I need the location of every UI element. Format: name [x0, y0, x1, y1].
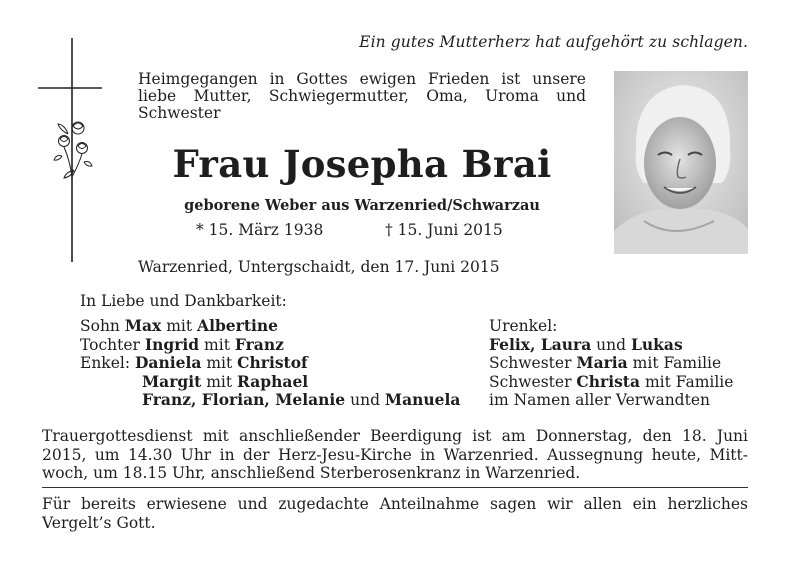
- mourner-row: Urenkel:: [489, 317, 558, 335]
- death-date: † 15. Juni 2015: [385, 221, 503, 239]
- mourner-row: Schwester Maria mit Familie: [489, 353, 722, 372]
- portrait-photo: [614, 71, 748, 254]
- mourner-row: Schwester Christa mit Familie: [489, 371, 734, 391]
- mourner-row: Margit mit Raphael: [142, 371, 309, 391]
- mourners-right: [489, 317, 759, 410]
- place-date: Warzenried, Untergschaidt, den 17. Juni 2015: [138, 258, 500, 276]
- mourner-row: Enkel: Daniela mit Christof: [80, 353, 308, 372]
- mourner-row: Felix, Laura und Lukas: [489, 334, 683, 354]
- intro-line-2: liebe Mutter, Schwiegermutter, Oma, Uroma und: [138, 87, 586, 105]
- mourner-row: Sohn Max mit Albertine: [80, 316, 279, 335]
- closing-line-2: Vergelt’s Gott.: [42, 513, 156, 532]
- born-as: geborene Weber aus Warzenried/Schwarzau: [184, 197, 540, 214]
- mourner-row: im Namen aller Verwandten: [489, 391, 710, 409]
- birth-date: * 15. März 1938: [196, 221, 324, 239]
- mourner-row: Tochter Ingrid mit Franz: [80, 334, 284, 354]
- thanks-heading: In Liebe und Dankbarkeit:: [80, 292, 287, 310]
- service-line-1: Trauergottesdienst mit anschließender Beerdigung ist am Donnerstag, den 18. Juni: [42, 427, 748, 445]
- closing-text: [42, 495, 748, 532]
- closing-line-1: Für bereits erwiesene und zugedachte Anteilnahme sagen wir allen ein herzliches: [42, 495, 748, 513]
- mourners-left: [80, 317, 480, 410]
- intro-text: [138, 71, 586, 122]
- service-info: [42, 427, 748, 483]
- deceased-name: Frau Josepha Brai: [172, 142, 552, 186]
- divider: [42, 487, 748, 488]
- intro-line-3: Schwester: [138, 104, 221, 122]
- mourner-row: Franz, Florian, Melanie und Manuela: [142, 390, 461, 409]
- cross-with-roses-icon: [38, 38, 104, 262]
- service-line-3: woch, um 18.15 Uhr, anschließend Sterberosenkranz in Warzenried.: [42, 464, 581, 482]
- intro-line-1: Heimgegangen in Gottes ewigen Frieden ist unsere: [138, 70, 586, 88]
- motto: Ein gutes Mutterherz hat aufgehört zu schlagen.: [359, 33, 748, 51]
- service-line-2: 2015, um 14.30 Uhr in der Herz-Jesu-Kirche in Warzenried. Aussegnung heute, Mitt-: [42, 445, 748, 464]
